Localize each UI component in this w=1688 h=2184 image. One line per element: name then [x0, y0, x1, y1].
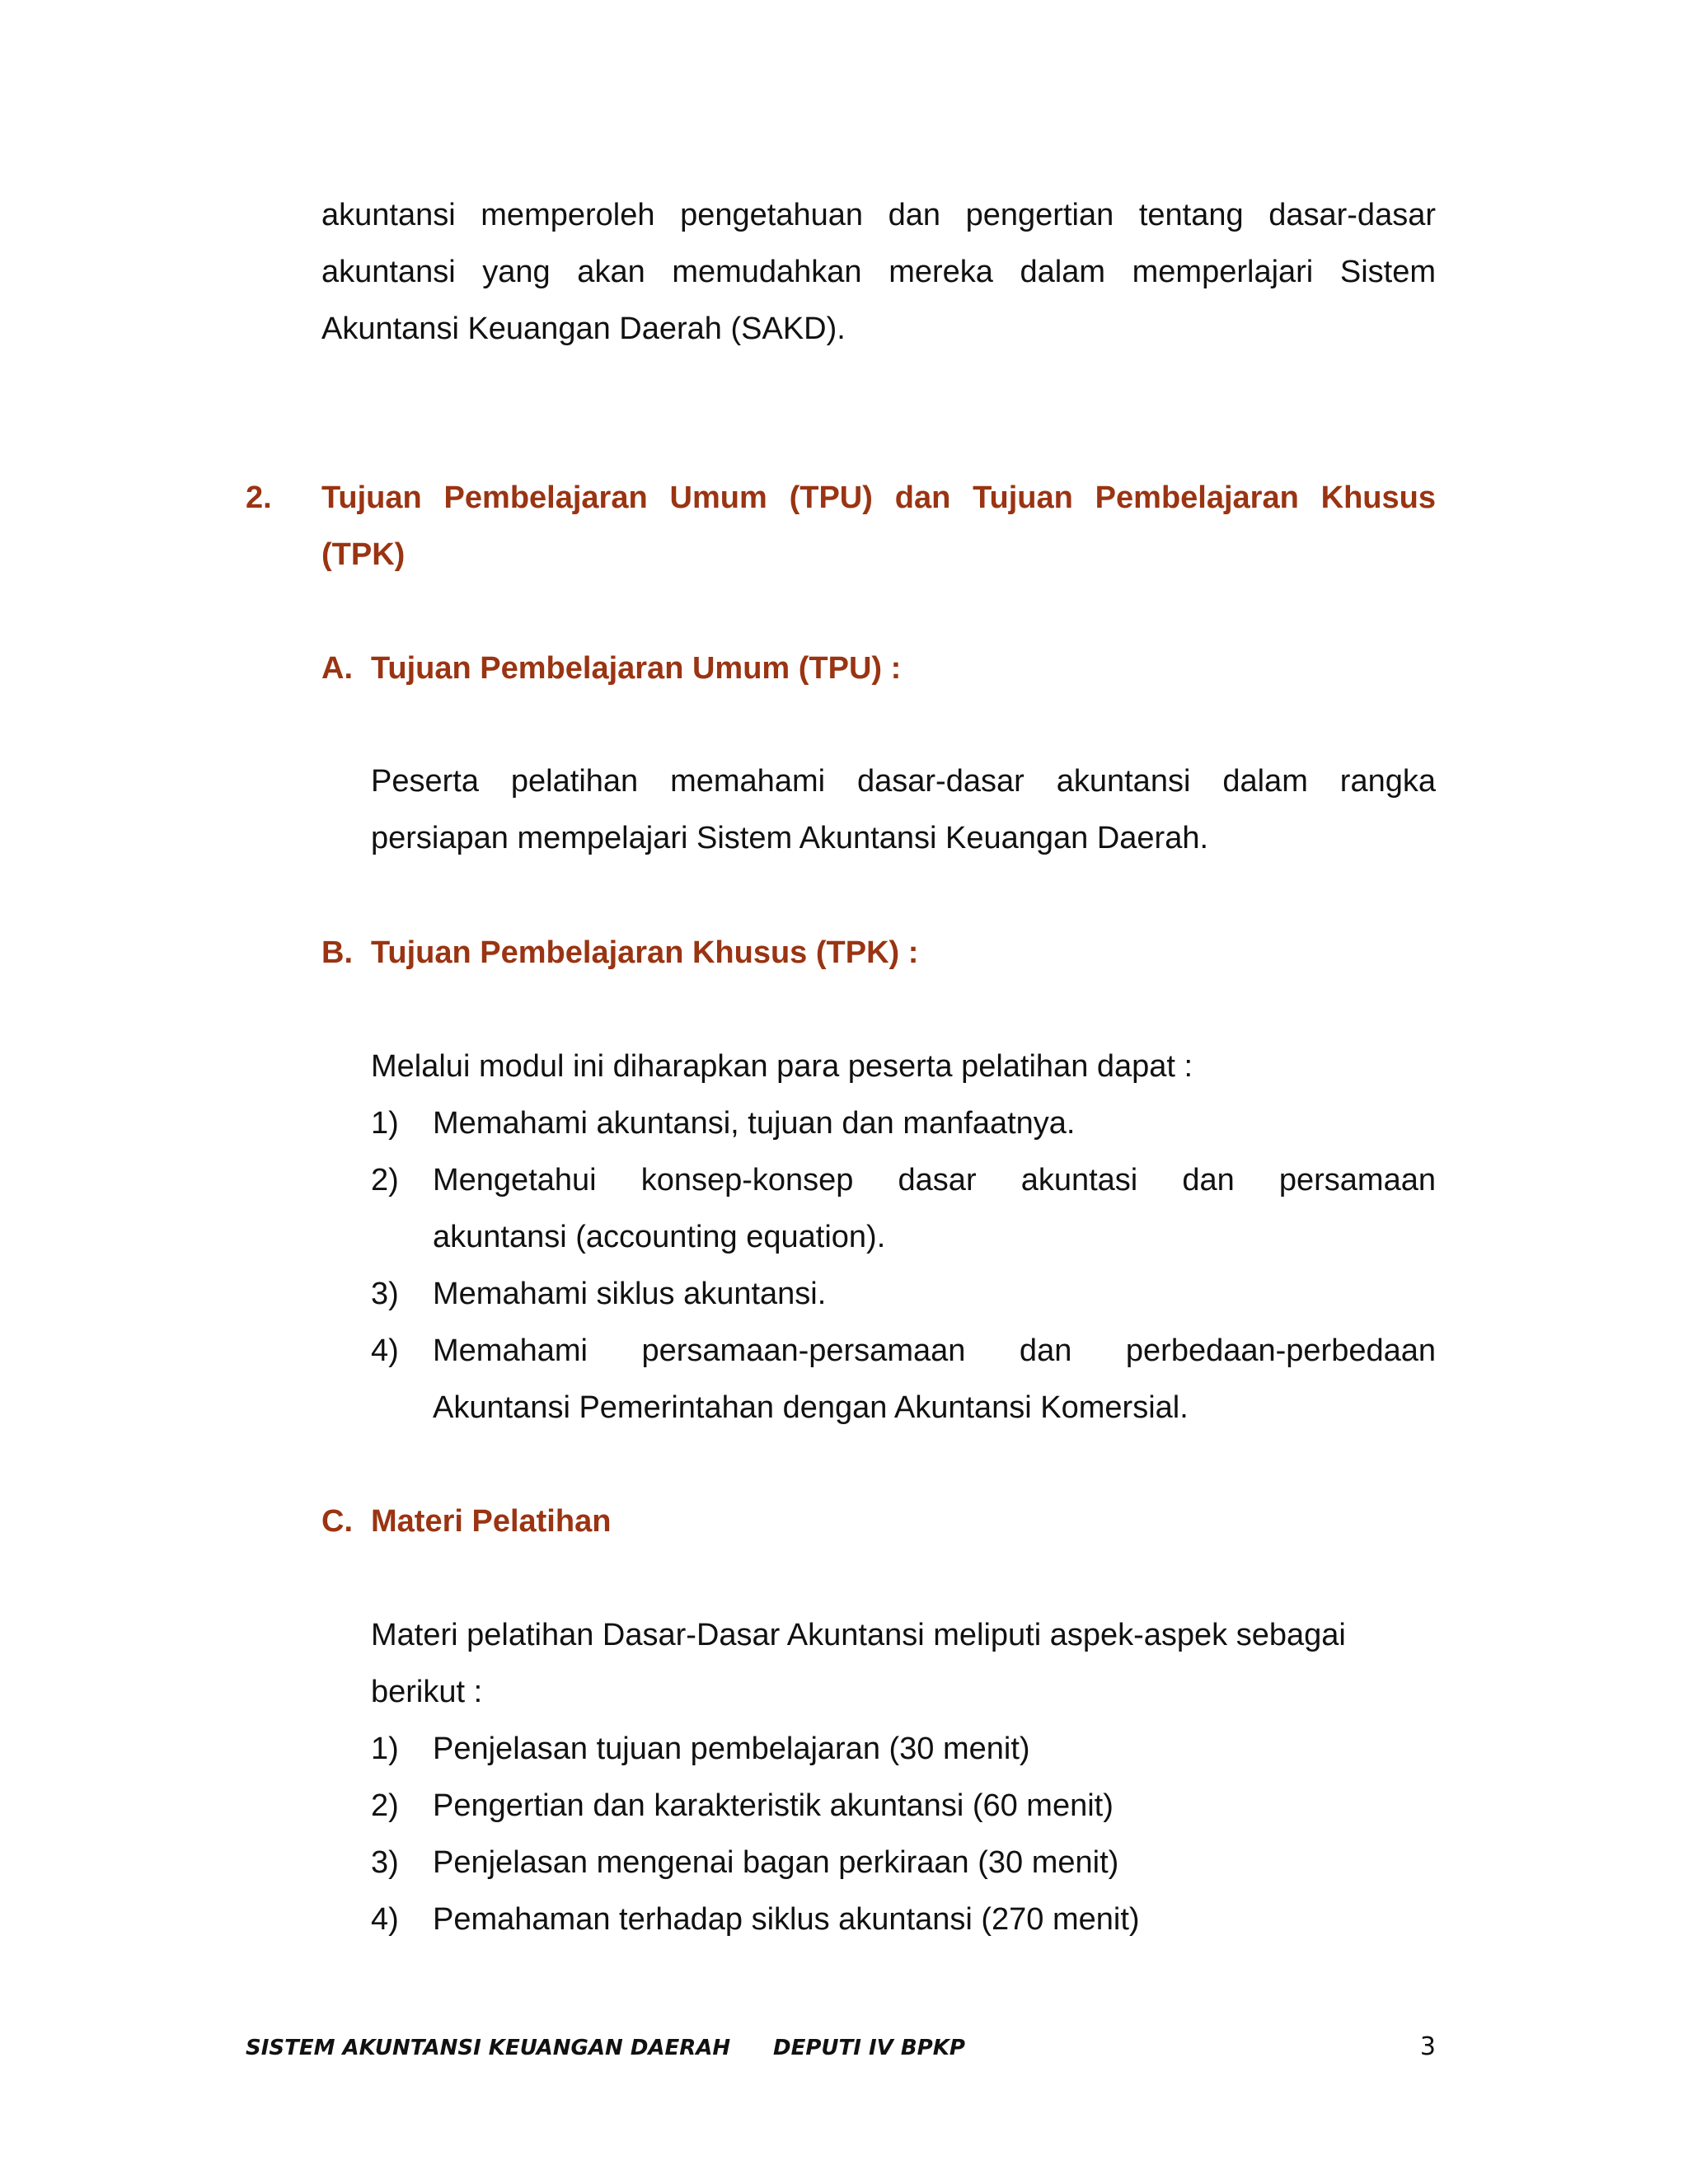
list-item-number: 2)	[371, 1163, 399, 1197]
objectives-list	[371, 1095, 1436, 1436]
subsection-b-intro-text: Melalui modul ini diharapkan para peserta pelatihan dapat :	[371, 1049, 1193, 1084]
list-item-text: Mengetahui konsep-konsep dasar akuntasi dan persamaan	[433, 1163, 1436, 1197]
subsection-b-heading	[321, 925, 918, 982]
intro-line-3: Akuntansi Keuangan Daerah (SAKD).	[321, 312, 846, 346]
subsection-b-letter: B.	[321, 935, 353, 970]
footer-publisher: DEPUTI IV BPKP	[773, 2036, 965, 2060]
list-item	[371, 1891, 1436, 1948]
list-item-text: Memahami siklus akuntansi.	[433, 1277, 827, 1311]
section-title-line-1: Tujuan Pembelajaran Umum (TPU) dan Tujuan Pembelajaran Khusus	[321, 480, 1436, 515]
subsection-a-body-line-1: Peserta pelatihan memahami dasar-dasar akuntansi dalam rangka	[371, 764, 1436, 799]
section-title	[321, 470, 1436, 583]
list-item	[371, 1152, 1436, 1266]
list-item-number: 4)	[371, 1902, 399, 1937]
subsection-b-title: Tujuan Pembelajaran Khusus (TPK) :	[371, 935, 919, 970]
list-item	[371, 1266, 1436, 1323]
intro-line-1: akuntansi memperoleh pengetahuan dan pengertian tentang dasar-dasar	[321, 198, 1436, 232]
subsection-b-intro	[371, 1038, 1436, 1095]
list-item-number: 3)	[371, 1845, 399, 1880]
list-item	[371, 1778, 1436, 1835]
list-item-text: Penjelasan mengenai bagan perkiraan (30 menit)	[433, 1845, 1119, 1880]
subsection-a-heading	[321, 640, 901, 697]
list-item-number: 1)	[371, 1106, 399, 1141]
list-item-text: Pengertian dan karakteristik akuntansi (60 menit)	[433, 1788, 1114, 1823]
list-item	[371, 1095, 1436, 1152]
subsection-c-intro-line-2: berikut :	[371, 1675, 483, 1709]
footer-document-title: SISTEM AKUNTANSI KEUANGAN DAERAH	[246, 2036, 731, 2060]
list-item-text-continued: Akuntansi Pemerintahan dengan Akuntansi Komersial.	[433, 1390, 1189, 1425]
materials-list	[371, 1721, 1436, 1948]
subsection-a-body-line-2: persiapan mempelajari Sistem Akuntansi Keuangan Daerah.	[371, 821, 1209, 855]
subsection-c-title: Materi Pelatihan	[371, 1504, 612, 1539]
list-item-number: 2)	[371, 1788, 399, 1823]
list-item-text: Memahami akuntansi, tujuan dan manfaatnya.	[433, 1106, 1076, 1141]
list-item-text: Pemahaman terhadap siklus akuntansi (270 menit)	[433, 1902, 1140, 1937]
list-item-text-continued: akuntansi (accounting equation).	[433, 1220, 886, 1254]
page-number: 3	[1419, 2032, 1436, 2061]
intro-paragraph	[321, 187, 1436, 358]
list-item	[371, 1323, 1436, 1436]
subsection-a-body	[371, 753, 1436, 867]
section-number: 2.	[246, 480, 272, 515]
list-item	[371, 1721, 1436, 1778]
subsection-a-title: Tujuan Pembelajaran Umum (TPU) :	[371, 651, 902, 686]
list-item-number: 1)	[371, 1732, 399, 1766]
subsection-a-letter: A.	[321, 651, 353, 686]
section-title-line-2: (TPK)	[321, 537, 406, 572]
list-item	[371, 1835, 1436, 1891]
list-item-text: Penjelasan tujuan pembelajaran (30 menit)	[433, 1732, 1030, 1766]
subsection-c-intro	[371, 1607, 1436, 1721]
list-item-number: 3)	[371, 1277, 399, 1311]
intro-line-2: akuntansi yang akan memudahkan mereka dalam memperlajari Sistem	[321, 255, 1436, 289]
subsection-c-heading	[321, 1493, 611, 1550]
subsection-c-letter: C.	[321, 1504, 353, 1539]
list-item-number: 4)	[371, 1333, 399, 1368]
list-item-text: Memahami persamaan-persamaan dan perbedaan-perbedaan	[433, 1333, 1436, 1368]
subsection-c-intro-line-1: Materi pelatihan Dasar-Dasar Akuntansi meliputi aspek-aspek sebagai	[371, 1618, 1346, 1652]
